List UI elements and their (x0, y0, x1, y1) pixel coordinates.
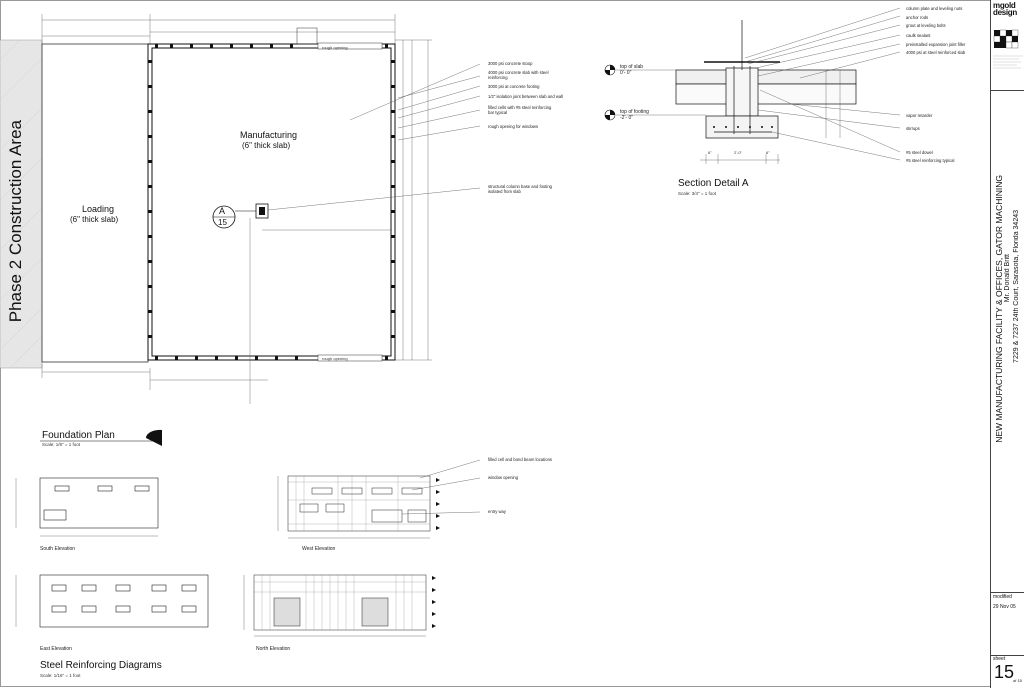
section-dim-mid: 2'-0" (734, 150, 742, 155)
elevation-note: filled cell and bond beam locations (488, 457, 553, 462)
manufacturing-room-label: Manufacturing (240, 130, 298, 140)
sheet-total: of 15 (1013, 678, 1022, 683)
modified-date: 29 Nov 05 (993, 604, 1016, 610)
foundation-plan-scale: Scale: 1/8" = 1 foot (42, 442, 80, 447)
client-name: Mr. Donald Britt (1004, 254, 1011, 303)
section-note: #5 steel reinforcing typical (906, 158, 955, 163)
section-dim-left: 6" (708, 150, 712, 155)
loading-slab-label: (6" thick slab) (70, 215, 119, 224)
west-elevation-label: West Elevation (302, 546, 336, 552)
top-of-footing-label: top of footing (620, 109, 649, 115)
plan-note: structural column base and footing isolated from slab (488, 184, 553, 194)
manufacturing-slab-label: (6" thick slab) (242, 141, 291, 150)
loading-room-label: Loading (82, 204, 115, 214)
section-note: 4000 psi at steel reinforced slab (906, 50, 966, 55)
rough-opening-bottom: rough opening (322, 356, 348, 361)
foundation-plan-title: Foundation Plan (42, 430, 115, 441)
logo-grid (991, 22, 1024, 82)
steel-reinforcing-scale: Scale: 1/16" = 1 foot (40, 673, 81, 678)
plan-note: rough opening for windows (488, 124, 539, 129)
section-note: caulk sealant (906, 33, 931, 38)
top-of-slab-label: top of slab (620, 64, 644, 70)
elevation-note: window opening (488, 475, 519, 480)
top-of-footing-elev: -2'- 0" (620, 115, 634, 121)
title-block (990, 0, 1024, 688)
elevation-note: entry way (488, 509, 506, 514)
section-detail-title: Section Detail A (678, 178, 749, 189)
top-of-slab-elev: 0'- 0" (620, 70, 632, 76)
logo-mgold: mgold (993, 1, 1016, 10)
project-title: NEW MANUFACTURING FACILITY & OFFICES, GATOR MACHINING (994, 175, 1004, 443)
section-note: preinstalled expansion joint filler (906, 42, 966, 47)
section-ref-letter: A (219, 206, 226, 216)
section-note: column plate and leveling nuts (906, 6, 963, 11)
section-note: vapor retarder (906, 113, 933, 118)
east-elevation-label: East Elevation (40, 646, 72, 652)
section-ref-sheet: 15 (218, 218, 227, 227)
plan-note: filled cells with #5 steel reinforcing bar typical (488, 105, 552, 115)
section-note: stirrups (906, 126, 920, 131)
south-elevation-label: South Elevation (40, 546, 76, 552)
plan-note: 1/2" isolation joint between slab and wall (488, 94, 564, 99)
project-address: 7229 & 7237 24th Court, Sarasota, Florida 34243 (1013, 210, 1020, 363)
modified-label: modified (993, 594, 1012, 600)
steel-reinforcing-title: Steel Reinforcing Diagrams (40, 660, 162, 671)
phase2-area-label: Phase 2 Construction Area (6, 120, 25, 323)
section-note: anchor rods (906, 15, 929, 20)
rough-opening-top: rough opening (322, 45, 348, 50)
sheet-label: sheet (993, 656, 1006, 662)
plan-note: 3000 psi concrete stoop (488, 61, 533, 66)
north-elevation-label: North Elevation (256, 646, 291, 652)
section-note: grout at leveling bolts (906, 23, 946, 28)
section-dim-right: 6" (766, 150, 770, 155)
section-detail-scale: Scale: 3/4" = 1 foot (678, 191, 716, 196)
plan-note: 4000 psi concrete slab with steel reinforcing (488, 70, 549, 80)
section-note: #5 steel dowel (906, 150, 933, 155)
logo-design: design (993, 8, 1017, 17)
sheet-number: 15 (994, 662, 1015, 682)
plan-note: 3000 psi at concrete footing (488, 84, 540, 89)
